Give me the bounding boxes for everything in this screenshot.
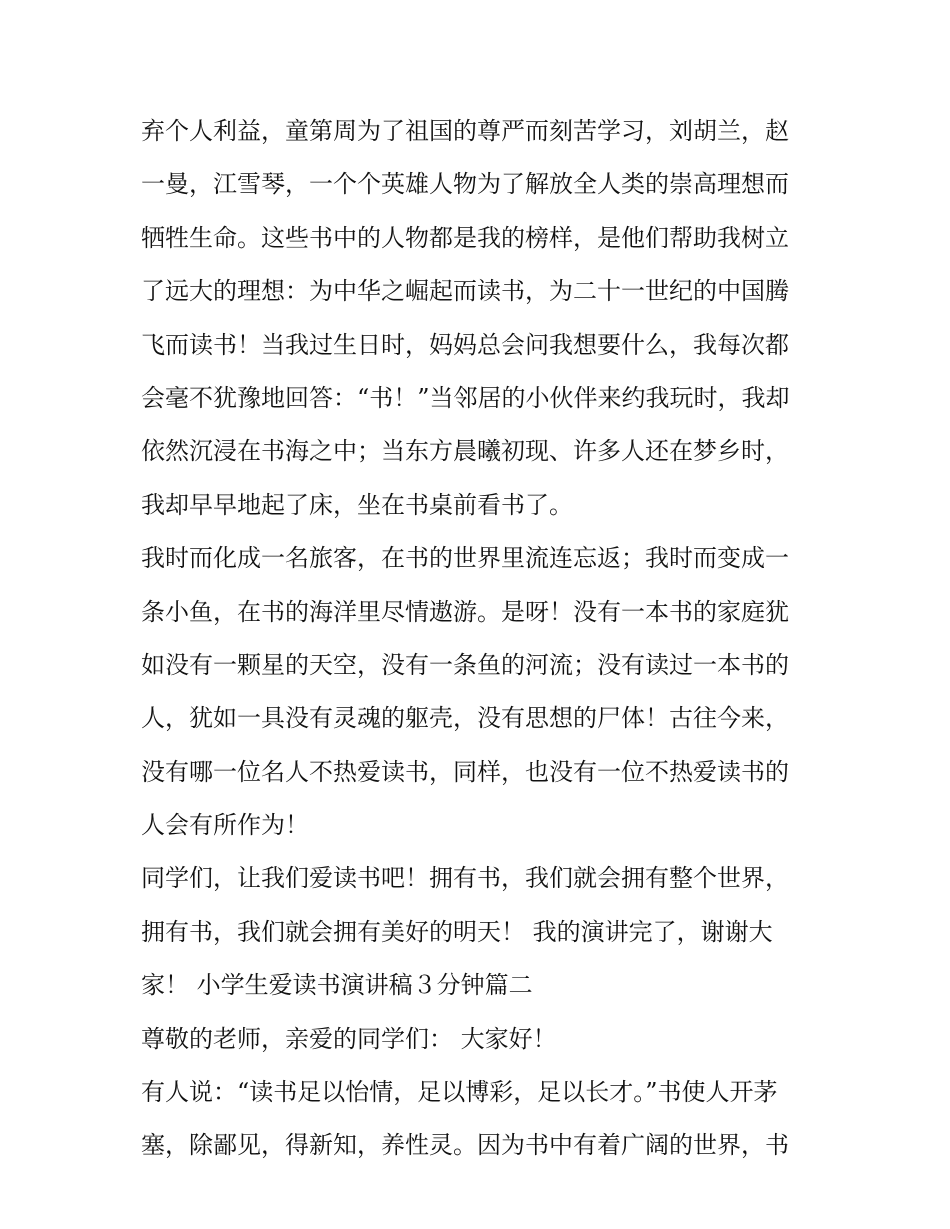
text-line-7: 依然沉浸在书海之中；当东方晨曦初现、许多人还在梦乡时， bbox=[141, 437, 789, 466]
text-line-18: 尊敬的老师，亲爱的同学们： 大家好！ bbox=[141, 1024, 557, 1053]
text-line-17: 家！ 小学生爱读书演讲稿３分钟篇二 bbox=[141, 971, 533, 1000]
text-line-13: 没有哪一位名人不热爱读书，同样，也没有一位不热爱读书的 bbox=[141, 757, 789, 786]
text-line-16: 拥有书，我们就会拥有美好的明天！ 我的演讲完了，谢谢大 bbox=[141, 917, 773, 946]
text-line-12: 人，犹如一具没有灵魂的躯壳，没有思想的尸体！古往今来， bbox=[141, 704, 789, 733]
text-line-14: 人会有所作为！ bbox=[141, 811, 309, 840]
text-line-19: 有人说：“读书足以怡情，足以博彩，足以长才。”书使人开茅 bbox=[141, 1078, 778, 1107]
text-line-3: 牺牲生命。这些书中的人物都是我的榜样，是他们帮助我树立 bbox=[141, 223, 789, 252]
text-line-20: 塞，除鄙见，得新知，养性灵。因为书中有着广阔的世界，书 bbox=[141, 1131, 789, 1160]
text-line-11: 如没有一颗星的天空，没有一条鱼的河流；没有读过一本书的 bbox=[141, 650, 789, 679]
text-line-2: 一曼，江雪琴，一个个英雄人物为了解放全人类的崇高理想而 bbox=[141, 170, 789, 199]
text-line-1: 弃个人利益，童第周为了祖国的尊严而刻苦学习，刘胡兰，赵 bbox=[141, 117, 789, 145]
text-line-6: 会毫不犹豫地回答：“书！”当邻居的小伙伴来约我玩时，我却 bbox=[141, 383, 790, 412]
text-line-9: 我时而化成一名旅客，在书的世界里流连忘返；我时而变成一 bbox=[141, 544, 789, 573]
text-line-8: 我却早早地起了床，坐在书桌前看书了。 bbox=[141, 490, 573, 519]
text-line-15: 同学们，让我们爱读书吧！拥有书，我们就会拥有整个世界， bbox=[141, 864, 789, 893]
text-line-4: 了远大的理想：为中华之崛起而读书，为二十一世纪的中国腾 bbox=[141, 277, 789, 306]
document-body bbox=[141, 105, 816, 1173]
text-line-5: 飞而读书！当我过生日时，妈妈总会问我想要什么，我每次都 bbox=[141, 330, 789, 359]
text-line-10: 条小鱼，在书的海洋里尽情遨游。是呀！没有一本书的家庭犹 bbox=[141, 597, 789, 626]
